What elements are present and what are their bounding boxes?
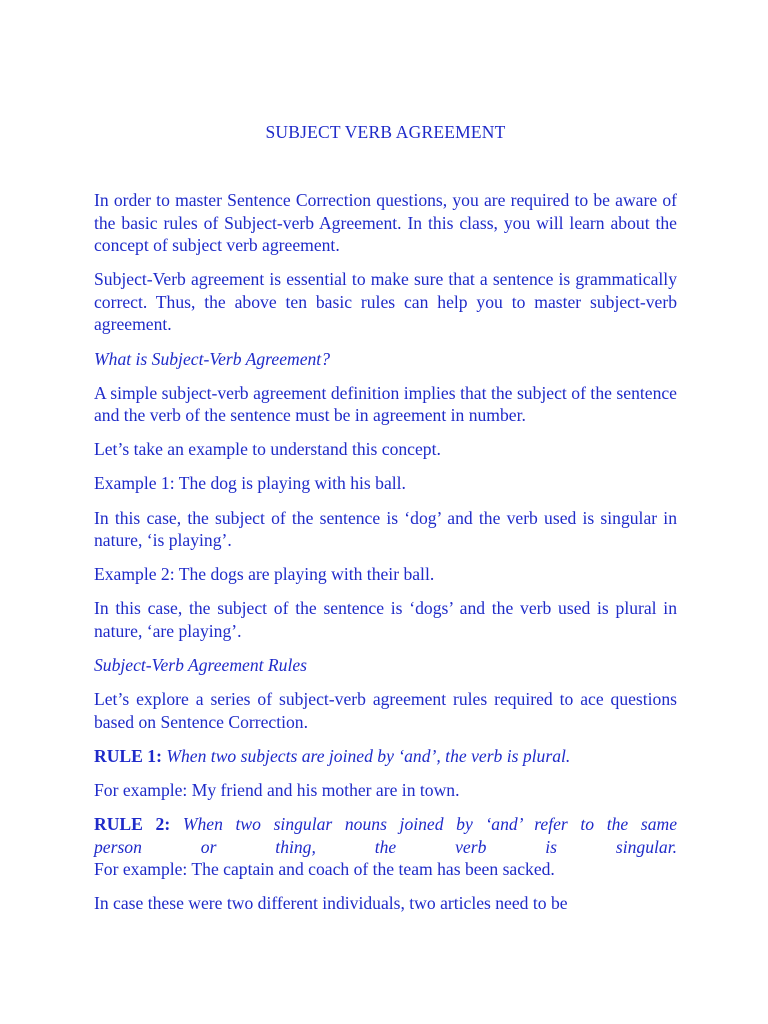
explore-paragraph: Let’s explore a series of subject-verb agreement rules required to ace questions based on Sentence Correction. — [94, 689, 677, 732]
rule2-example: For example: The captain and coach of the team has been sacked. — [94, 859, 555, 880]
rule2-paragraph — [94, 813, 677, 881]
document-title: SUBJECT VERB AGREEMENT — [265, 122, 506, 142]
rule2-text-line2: person or thing, the verb is singular. — [94, 836, 677, 857]
rule1-example: For example: My friend and his mother are in town. — [94, 779, 460, 800]
definition-paragraph: A simple subject-verb agreement definition implies that the subject of the sentence and the verb of the sentence must be in agreement in number. — [94, 382, 677, 426]
example2-paragraph: Example 2: The dogs are playing with their ball. — [94, 564, 435, 585]
essential-paragraph: Subject-Verb agreement is essential to make sure that a sentence is grammatically correct. Thus, the above ten basic rules can help you to master subject-verb agreement. — [94, 269, 677, 335]
intro-paragraph: In order to master Sentence Correction questions, you are required to be aware of the basic rules of Subject-verb Agreement. In this class, you will learn about the concept of subject verb agreement. — [94, 190, 677, 256]
in-case-paragraph: In case these were two different individuals, two articles need to be — [94, 893, 568, 914]
rule2-line1 — [94, 813, 677, 836]
case2-paragraph: In this case, the subject of the sentence is ‘dogs’ and the verb used is plural in nature, ‘are playing’. — [94, 598, 677, 641]
example1-paragraph: Example 1: The dog is playing with his ball. — [94, 473, 406, 494]
document-body — [94, 189, 677, 926]
rule2-text-line1: When two singular nouns joined by ‘and’ refer to the same — [182, 813, 678, 834]
case1-paragraph: In this case, the subject of the sentence is ‘dog’ and the verb used is singular in nature, ‘is playing’. — [94, 507, 677, 551]
rules-heading: Subject-Verb Agreement Rules — [94, 655, 308, 675]
rule2-label: RULE 2: — [94, 813, 171, 834]
rule1-label: RULE 1: — [94, 745, 162, 766]
what-is-heading: What is Subject-Verb Agreement? — [94, 348, 330, 369]
lets-take-paragraph: Let’s take an example to understand this concept. — [94, 439, 441, 460]
rule1-paragraph — [94, 745, 677, 768]
rule1-text: When two subjects are joined by ‘and’, the verb is plural. — [166, 745, 571, 766]
